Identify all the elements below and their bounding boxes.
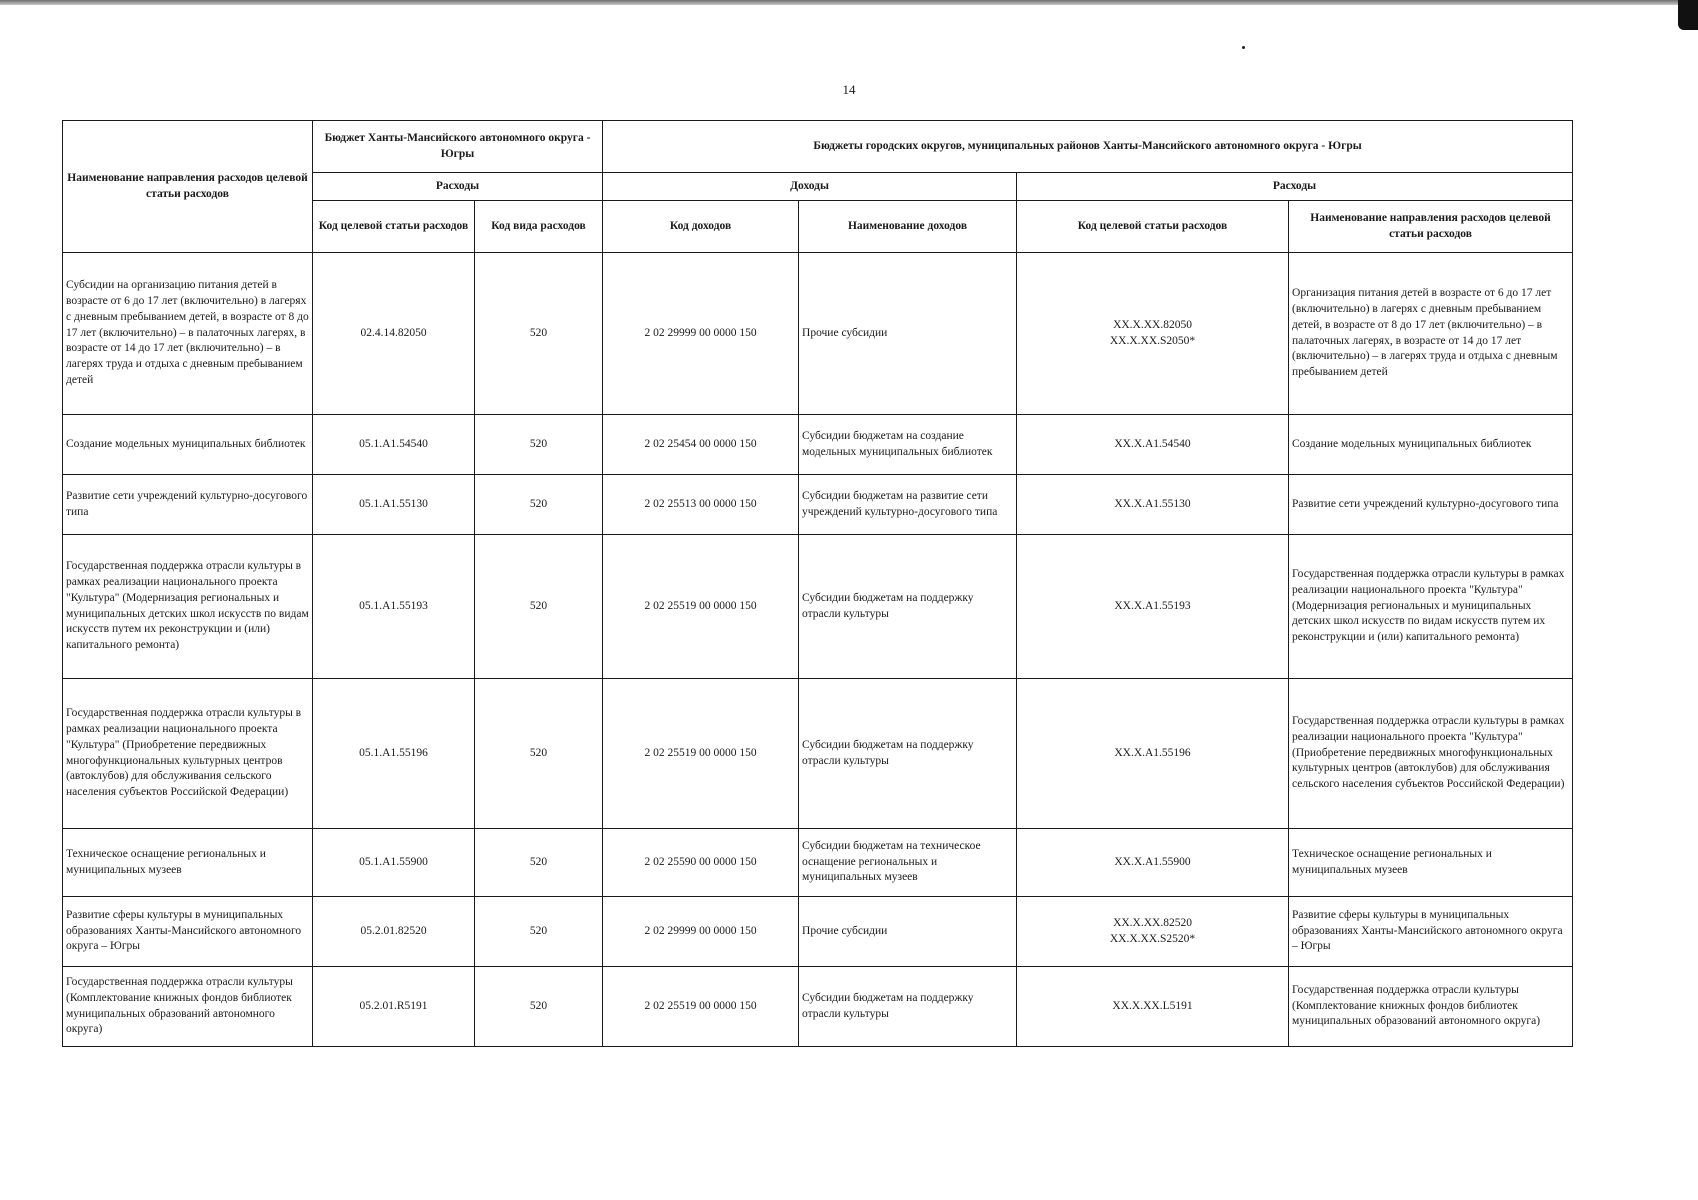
row-code-income: 2 02 29999 00 0000 150 [603,253,799,415]
row-code-kind: 520 [475,253,603,415]
header-okrug-budget: Бюджет Ханты-Мансийского автономного округа - Югры [313,121,603,173]
row-name-income: Субсидии бюджетам на создание модельных муниципальных библиотек [799,415,1017,475]
row-code-kind: 520 [475,679,603,829]
page-number: 14 [842,82,856,97]
row-name-direction-municipal: Создание модельных муниципальных библиотек [1289,415,1573,475]
row-name-direction-municipal: Государственная поддержка отрасли культуры (Комплектование книжных фондов библиотек муниципальных образований автономного округа) [1289,967,1573,1047]
header-name-income: Наименование доходов [799,201,1017,253]
row-code-target-municipal: XX.X.A1.55900 [1017,829,1289,897]
row-name-income: Субсидии бюджетам на техническое оснащение региональных и муниципальных музеев [799,829,1017,897]
row-code-income: 2 02 25590 00 0000 150 [603,829,799,897]
row-code-target: 05.2.01.R5191 [313,967,475,1047]
row-code-target: 05.2.01.82520 [313,897,475,967]
row-direction-name: Государственная поддержка отрасли культуры в рамках реализации национального проекта "Культура" (Приобретение передвижных многофункциональных культурных центров (автоклубов) для обслуживания сельского населения субъектов Российской Федерации) [63,679,313,829]
row-name-income: Субсидии бюджетам на поддержку отрасли культуры [799,679,1017,829]
row-name-income: Субсидии бюджетам на поддержку отрасли культуры [799,535,1017,679]
row-name-direction-municipal: Техническое оснащение региональных и муниципальных музеев [1289,829,1573,897]
row-direction-name: Развитие сети учреждений культурно-досугового типа [63,475,313,535]
row-name-income: Прочие субсидии [799,897,1017,967]
row-code-kind: 520 [475,475,603,535]
row-name-income: Субсидии бюджетам на развитие сети учреждений культурно-досугового типа [799,475,1017,535]
row-name-direction-municipal: Развитие сети учреждений культурно-досугового типа [1289,475,1573,535]
row-code-target-municipal: XX.X.XX.82520 XX.X.XX.S2520* [1017,897,1289,967]
row-code-income: 2 02 25454 00 0000 150 [603,415,799,475]
row-name-direction-municipal: Государственная поддержка отрасли культуры в рамках реализации национального проекта "Культура" (Модернизация региональных и муниципальных детских школ искусств по видам искусств путем их реконструкции и (или) капитального ремонта) [1289,535,1573,679]
header-code-target-municipal: Код целевой статьи расходов [1017,201,1289,253]
row-code-target-municipal: XX.X.A1.54540 [1017,415,1289,475]
header-code-income: Код доходов [603,201,799,253]
row-code-target: 05.1.A1.55900 [313,829,475,897]
header-expenses: Расходы [313,173,603,201]
table-row [63,967,1573,1047]
row-code-target-municipal: XX.X.A1.55193 [1017,535,1289,679]
row-code-target: 02.4.14.82050 [313,253,475,415]
row-code-target-municipal: XX.X.XX.82050 XX.X.XX.S2050* [1017,253,1289,415]
row-code-kind: 520 [475,967,603,1047]
row-direction-name: Развитие сферы культуры в муниципальных образованиях Ханты-Мансийского автономного округа – Югры [63,897,313,967]
row-code-target: 05.1.A1.55196 [313,679,475,829]
table-row [63,415,1573,475]
row-code-target: 05.1.A1.54540 [313,415,475,475]
header-direction-name: Наименование направления расходов целевой статьи расходов [63,121,313,253]
header-municipal-budgets: Бюджеты городских округов, муниципальных районов Ханты-Мансийского автономного округа - Югры [603,121,1573,173]
row-code-income: 2 02 25519 00 0000 150 [603,535,799,679]
table-row [63,829,1573,897]
row-code-income: 2 02 29999 00 0000 150 [603,897,799,967]
row-code-kind: 520 [475,535,603,679]
header-code-target: Код целевой статьи расходов [313,201,475,253]
row-direction-name: Государственная поддержка отрасли культуры (Комплектование книжных фондов библиотек муниципальных образований автономного округа) [63,967,313,1047]
row-code-target-municipal: XX.X.A1.55130 [1017,475,1289,535]
row-direction-name: Государственная поддержка отрасли культуры в рамках реализации национального проекта "Культура" (Модернизация региональных и муниципальных детских школ искусств по видам искусств путем их реконструкции и (или) капитального ремонта) [63,535,313,679]
row-code-target-municipal: XX.X.XX.L5191 [1017,967,1289,1047]
header-code-kind: Код вида расходов [475,201,603,253]
row-name-direction-municipal: Государственная поддержка отрасли культуры в рамках реализации национального проекта "Культура" (Приобретение передвижных многофункциональных культурных центров (автоклубов) для обслуживания сельского населения субъектов Российской Федерации) [1289,679,1573,829]
table-row [63,475,1573,535]
row-name-income: Прочие субсидии [799,253,1017,415]
header-expenses-municipal: Расходы [1017,173,1573,201]
table-row [63,679,1573,829]
header-name-direction-municipal: Наименование направления расходов целевой статьи расходов [1289,201,1573,253]
row-code-kind: 520 [475,415,603,475]
row-code-kind: 520 [475,829,603,897]
row-code-income: 2 02 25519 00 0000 150 [603,967,799,1047]
budget-classification-table [62,120,1573,1047]
row-direction-name: Техническое оснащение региональных и муниципальных музеев [63,829,313,897]
row-name-direction-municipal: Развитие сферы культуры в муниципальных образованиях Ханты-Мансийского автономного округа – Югры [1289,897,1573,967]
row-direction-name: Субсидии на организацию питания детей в возрасте от 6 до 17 лет (включительно) в лагерях с дневным пребыванием детей, в возрасте от 8 до 17 лет (включительно) – в палаточных лагерях, в возрасте от 14 до 17 лет (включительно) – в лагерях труда и отдыха с дневным пребыванием детей [63,253,313,415]
row-code-target-municipal: XX.X.A1.55196 [1017,679,1289,829]
scan-edge [0,0,1698,5]
table-row [63,897,1573,967]
row-code-kind: 520 [475,897,603,967]
row-name-direction-municipal: Организация питания детей в возрасте от 6 до 17 лет (включительно) в лагерях с дневным пребыванием детей, в возрасте от 8 до 17 лет (включительно) – в палаточных лагерях, в возрасте от 14 до 17 лет (включительно) – в лагерях труда и отдыха с дневным пребыванием детей [1289,253,1573,415]
row-code-target: 05.1.A1.55130 [313,475,475,535]
scan-corner-mark [1678,0,1698,30]
row-code-target: 05.1.A1.55193 [313,535,475,679]
header-income: Доходы [603,173,1017,201]
table-row [63,535,1573,679]
scan-speck [1242,46,1245,49]
table-row [63,253,1573,415]
row-code-income: 2 02 25513 00 0000 150 [603,475,799,535]
row-direction-name: Создание модельных муниципальных библиотек [63,415,313,475]
row-code-income: 2 02 25519 00 0000 150 [603,679,799,829]
row-name-income: Субсидии бюджетам на поддержку отрасли культуры [799,967,1017,1047]
